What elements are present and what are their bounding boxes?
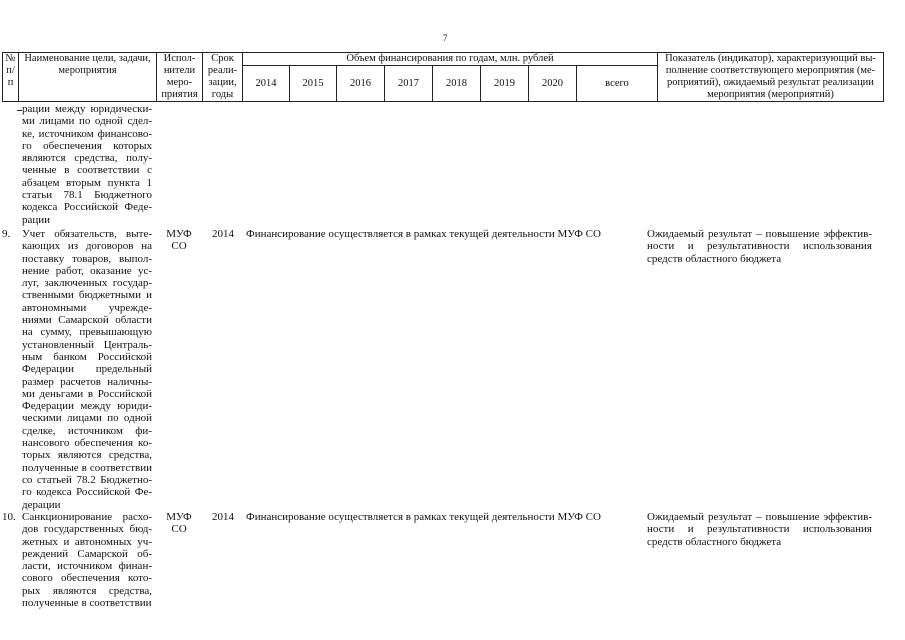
header-indicator: Показатель (индикатор), характеризующий вы-полнение соответствующего мероприятия (ме-роприятий), ожидаемый результат реализации мероприятия (мероприятий) <box>658 53 884 102</box>
header-total: всего <box>577 66 658 102</box>
header-year: 2014 <box>243 66 290 102</box>
header-year: 2017 <box>385 66 433 102</box>
header-year: 2018 <box>433 66 481 102</box>
row-year: 2014 <box>212 511 234 523</box>
header-term: Срок реали-зации, годы <box>203 53 243 102</box>
table-header <box>2 52 884 102</box>
row-number: 9. <box>2 228 11 240</box>
header-num: № п/п <box>3 53 19 102</box>
row-financing: Финансирование осуществляется в рамках текущей деятельности МУФ СО <box>246 228 601 240</box>
row-result: Ожидаемый результат – повышение эффектив-ности и результативности использования средств областного бюджета <box>647 511 872 548</box>
row-result: Ожидаемый результат – повышение эффектив-ности и результативности использования средств областного бюджета <box>647 228 872 265</box>
row-year: 2014 <box>212 228 234 240</box>
row-number: 10. <box>2 511 16 523</box>
row-name: Учет обязательств, выте-кающих из договоров на поставку товаров, выпол-нение работ, оказание ус-луг, заключенных государ-ственными бюджетными и автономными учрежде-ниями Самарской области на сумму, превышающую установленный Централь-ным банком Российской Федерации предельный размер расчетов наличны-ми деньгами в Российской Федерации между юриди-ческими лицами по одной сделке, источником фи-нансового обеспечения ко-торых являются средства, полученные в соответствии со статьей 78.2 Бюджетно-го кодекса Российской Фе-дерации <box>22 228 152 511</box>
row-executor: МУФ СО <box>166 228 192 253</box>
header-year: 2019 <box>481 66 529 102</box>
row-name: Санкционирование расхо-дов государственных бюд-жетных и автономных уч-реждений Самарской об-ласти, источником финан-сового обеспечения кото-рых являются средства, полученные в соответствии <box>22 511 152 610</box>
header-financing: Объем финансирования по годам, млн. рублей <box>243 53 658 66</box>
header-year: 2020 <box>529 66 577 102</box>
row-executor: МУФ СО <box>166 511 192 536</box>
continuation-text: рации между юридически-ми лицами по одной сдел-ке, источником финансово-го обеспечения которых являются средства, полу-ченные в соответствии с абзацем вторым пункта 1 статьи 78.1 Бюджетного кодекса Российской Феде-рации <box>22 103 152 226</box>
row-financing: Финансирование осуществляется в рамках текущей деятельности МУФ СО <box>246 511 601 523</box>
header-name: Наименование цели, задачи, мероприятия <box>19 53 157 102</box>
page-number: 7 <box>443 33 448 43</box>
header-executors: Испол-нители меро-приятия <box>157 53 203 102</box>
header-year: 2016 <box>337 66 385 102</box>
header-year: 2015 <box>290 66 337 102</box>
